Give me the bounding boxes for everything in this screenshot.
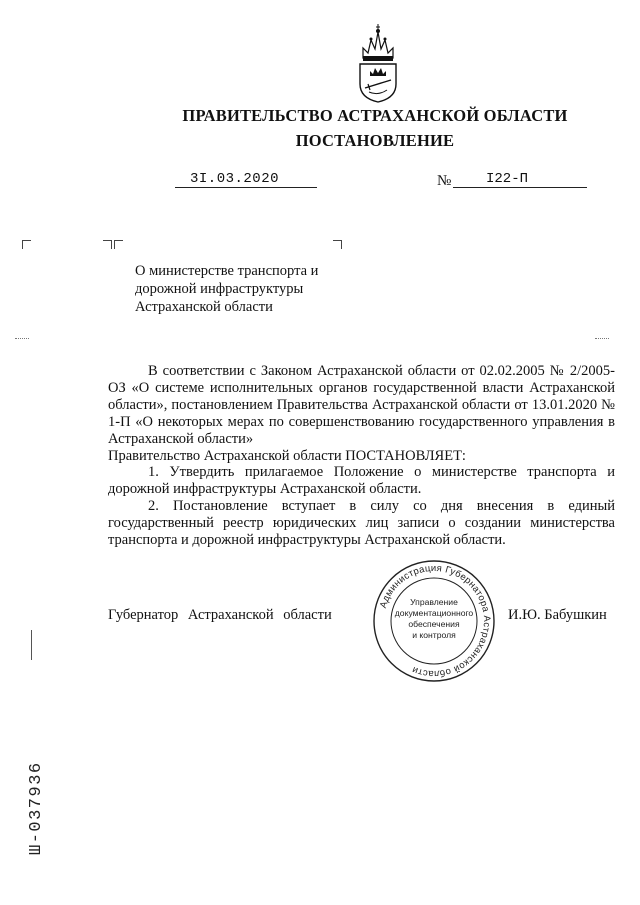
subject-line: О министерстве транспорта и: [135, 263, 319, 279]
resolve-paragraph: Правительство Астраханской области ПОСТАНОВЛЯЕТ:: [108, 447, 466, 464]
number-underline: [453, 187, 587, 188]
document-date: 3I.03.2020: [190, 171, 280, 187]
document-subject: [135, 262, 318, 316]
fold-mark: [15, 338, 29, 339]
form-code-text: Ш-037936: [27, 761, 46, 855]
government-title: ПРАВИТЕЛЬСТВО АСТРАХАНСКОЙ ОБЛАСТИ: [182, 106, 568, 125]
date-underline: [175, 187, 317, 188]
subject-line: Астраханской области: [135, 299, 273, 315]
item-2-paragraph: 2. Постановление вступает в силу со дня внесения в единый государственный реестр юридических лиц записи о создании министерства транспорта и дорожной инфраструктуры Астраханской области.: [108, 498, 615, 549]
document-type: ПОСТАНОВЛЕНИЕ: [295, 131, 455, 150]
number-label: №: [437, 173, 452, 189]
preamble-paragraph: В соответствии с Законом Астраханской области от 02.02.2005 № 2/2005-ОЗ «О системе исполнительных органов государственной власти Астраханской области», постановлением Правительства Астраханской области от 13.01.2020 № 1-П «О некоторых мерах по совершенствованию государственного управления в Астраханской области»: [108, 363, 615, 447]
corner-mark: [333, 240, 342, 249]
form-code: [18, 725, 48, 857]
subject-line: дорожной инфраструктуры: [135, 281, 304, 297]
stamp-line: обеспечения: [408, 619, 460, 629]
signatory-name: И.Ю. Бабушкин: [508, 607, 607, 623]
corner-mark: [22, 240, 31, 249]
fold-mark: [595, 338, 609, 339]
margin-line: [31, 630, 32, 660]
official-stamp: [372, 559, 496, 683]
corner-mark: [103, 240, 112, 249]
document-number: I22-П: [486, 171, 529, 187]
coat-of-arms-emblem: [355, 22, 401, 104]
stamp-line: Управление: [410, 597, 458, 607]
signatory-title: Губернатор Астраханской области: [108, 607, 332, 623]
stamp-ring-text: Администрация Губернатора Астраханской области: [377, 562, 493, 680]
item-1-paragraph: 1. Утвердить прилагаемое Положение о министерстве транспорта и дорожной инфраструктуры Астраханской области.: [108, 464, 615, 498]
stamp-line: документационного: [394, 608, 474, 618]
stamp-line: и контроля: [412, 630, 456, 640]
corner-mark: [114, 240, 123, 249]
document-body: [108, 363, 615, 549]
